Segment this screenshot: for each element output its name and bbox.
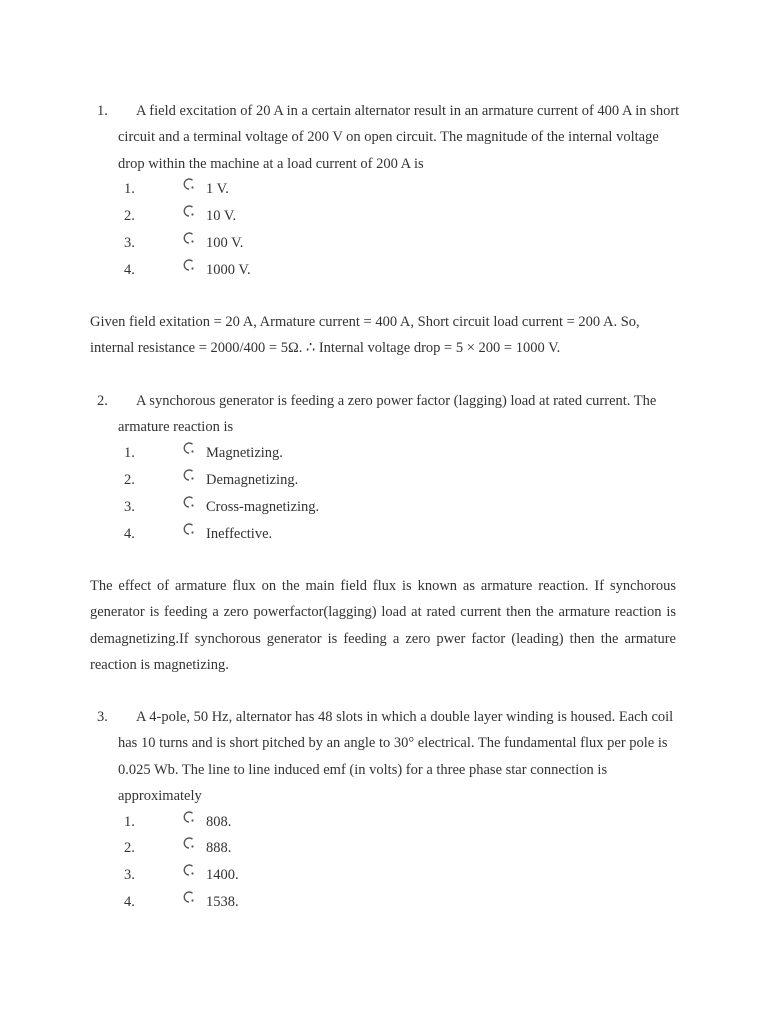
option-label: 10 V. bbox=[206, 208, 237, 224]
option-number: 4. bbox=[124, 526, 135, 542]
radio-button-icon[interactable] bbox=[182, 495, 196, 509]
radio-button-icon[interactable] bbox=[182, 810, 196, 824]
explanation-2: The effect of armature flux on the main field flux is known as armature reaction. If synchorous generator is feeding a zero powerfactor(lagging) load at rated current then the armature reaction is demagnetizing.If synchorous generator is feeding a zero pwer factor (leading) then the armature reaction is magnetizing. bbox=[90, 578, 676, 673]
option-label: Ineffective. bbox=[206, 526, 273, 542]
option-1[interactable] bbox=[0, 809, 400, 835]
radio-button-icon[interactable] bbox=[182, 522, 196, 536]
radio-button-icon[interactable] bbox=[182, 863, 196, 877]
option-3[interactable] bbox=[0, 494, 400, 520]
option-4[interactable] bbox=[0, 521, 400, 547]
radio-button-icon[interactable] bbox=[182, 441, 196, 455]
question-text: A field excitation of 20 A in a certain alternator result in an armature current of 400 A in short circuit and a terminal voltage of 200 V on open circuit. The magnitude of the internal voltage drop within the machine at a load current of 200 A is bbox=[118, 103, 680, 172]
option-number: 4. bbox=[124, 262, 135, 278]
option-1[interactable] bbox=[0, 176, 400, 202]
question-number: 3. bbox=[97, 709, 108, 725]
question-number: 2. bbox=[97, 393, 108, 409]
option-label: Demagnetizing. bbox=[206, 472, 299, 488]
option-2[interactable] bbox=[0, 467, 400, 493]
question-text: A synchorous generator is feeding a zero power factor (lagging) load at rated current. The armature reaction is bbox=[118, 393, 657, 436]
explanation-1: Given field exitation = 20 A, Armature current = 400 A, Short circuit load current = 200 A. So, internal resistance = 2000/400 = 5Ω. ∴ Internal voltage drop = 5 × 200 = 1000 V. bbox=[90, 314, 640, 357]
option-4[interactable] bbox=[0, 257, 400, 283]
question-number: 1. bbox=[97, 103, 108, 119]
option-label: 1000 V. bbox=[206, 262, 251, 278]
option-label: 1400. bbox=[206, 867, 239, 883]
option-number: 2. bbox=[124, 840, 135, 856]
option-label: 808. bbox=[206, 814, 232, 830]
option-2[interactable] bbox=[0, 203, 400, 229]
option-number: 3. bbox=[124, 867, 135, 883]
option-1[interactable] bbox=[0, 440, 400, 466]
option-number: 4. bbox=[124, 894, 135, 910]
option-label: 888. bbox=[206, 840, 232, 856]
radio-button-icon[interactable] bbox=[182, 231, 196, 245]
option-label: 1 V. bbox=[206, 181, 229, 197]
option-number: 1. bbox=[124, 181, 135, 197]
radio-button-icon[interactable] bbox=[182, 177, 196, 191]
option-number: 2. bbox=[124, 472, 135, 488]
radio-button-icon[interactable] bbox=[182, 836, 196, 850]
option-2[interactable] bbox=[0, 835, 400, 861]
radio-button-icon[interactable] bbox=[182, 468, 196, 482]
option-number: 1. bbox=[124, 445, 135, 461]
option-4[interactable] bbox=[0, 889, 400, 915]
radio-button-icon[interactable] bbox=[182, 204, 196, 218]
option-3[interactable] bbox=[0, 230, 400, 256]
option-number: 3. bbox=[124, 235, 135, 251]
option-3[interactable] bbox=[0, 862, 400, 888]
option-number: 3. bbox=[124, 499, 135, 515]
radio-button-icon[interactable] bbox=[182, 890, 196, 904]
option-label: Magnetizing. bbox=[206, 445, 283, 461]
option-label: 1538. bbox=[206, 894, 239, 910]
option-number: 2. bbox=[124, 208, 135, 224]
radio-button-icon[interactable] bbox=[182, 258, 196, 272]
option-label: 100 V. bbox=[206, 235, 244, 251]
option-label: Cross-magnetizing. bbox=[206, 499, 320, 515]
question-text: A 4-pole, 50 Hz, alternator has 48 slots in which a double layer winding is housed. Each coil has 10 turns and is short pitched by an angle to 30° electrical. The fundamental flux per pole is 0.025 Wb. The line to line induced emf (in volts) for a three phase star connection is approximately bbox=[118, 709, 674, 804]
option-number: 1. bbox=[124, 814, 135, 830]
